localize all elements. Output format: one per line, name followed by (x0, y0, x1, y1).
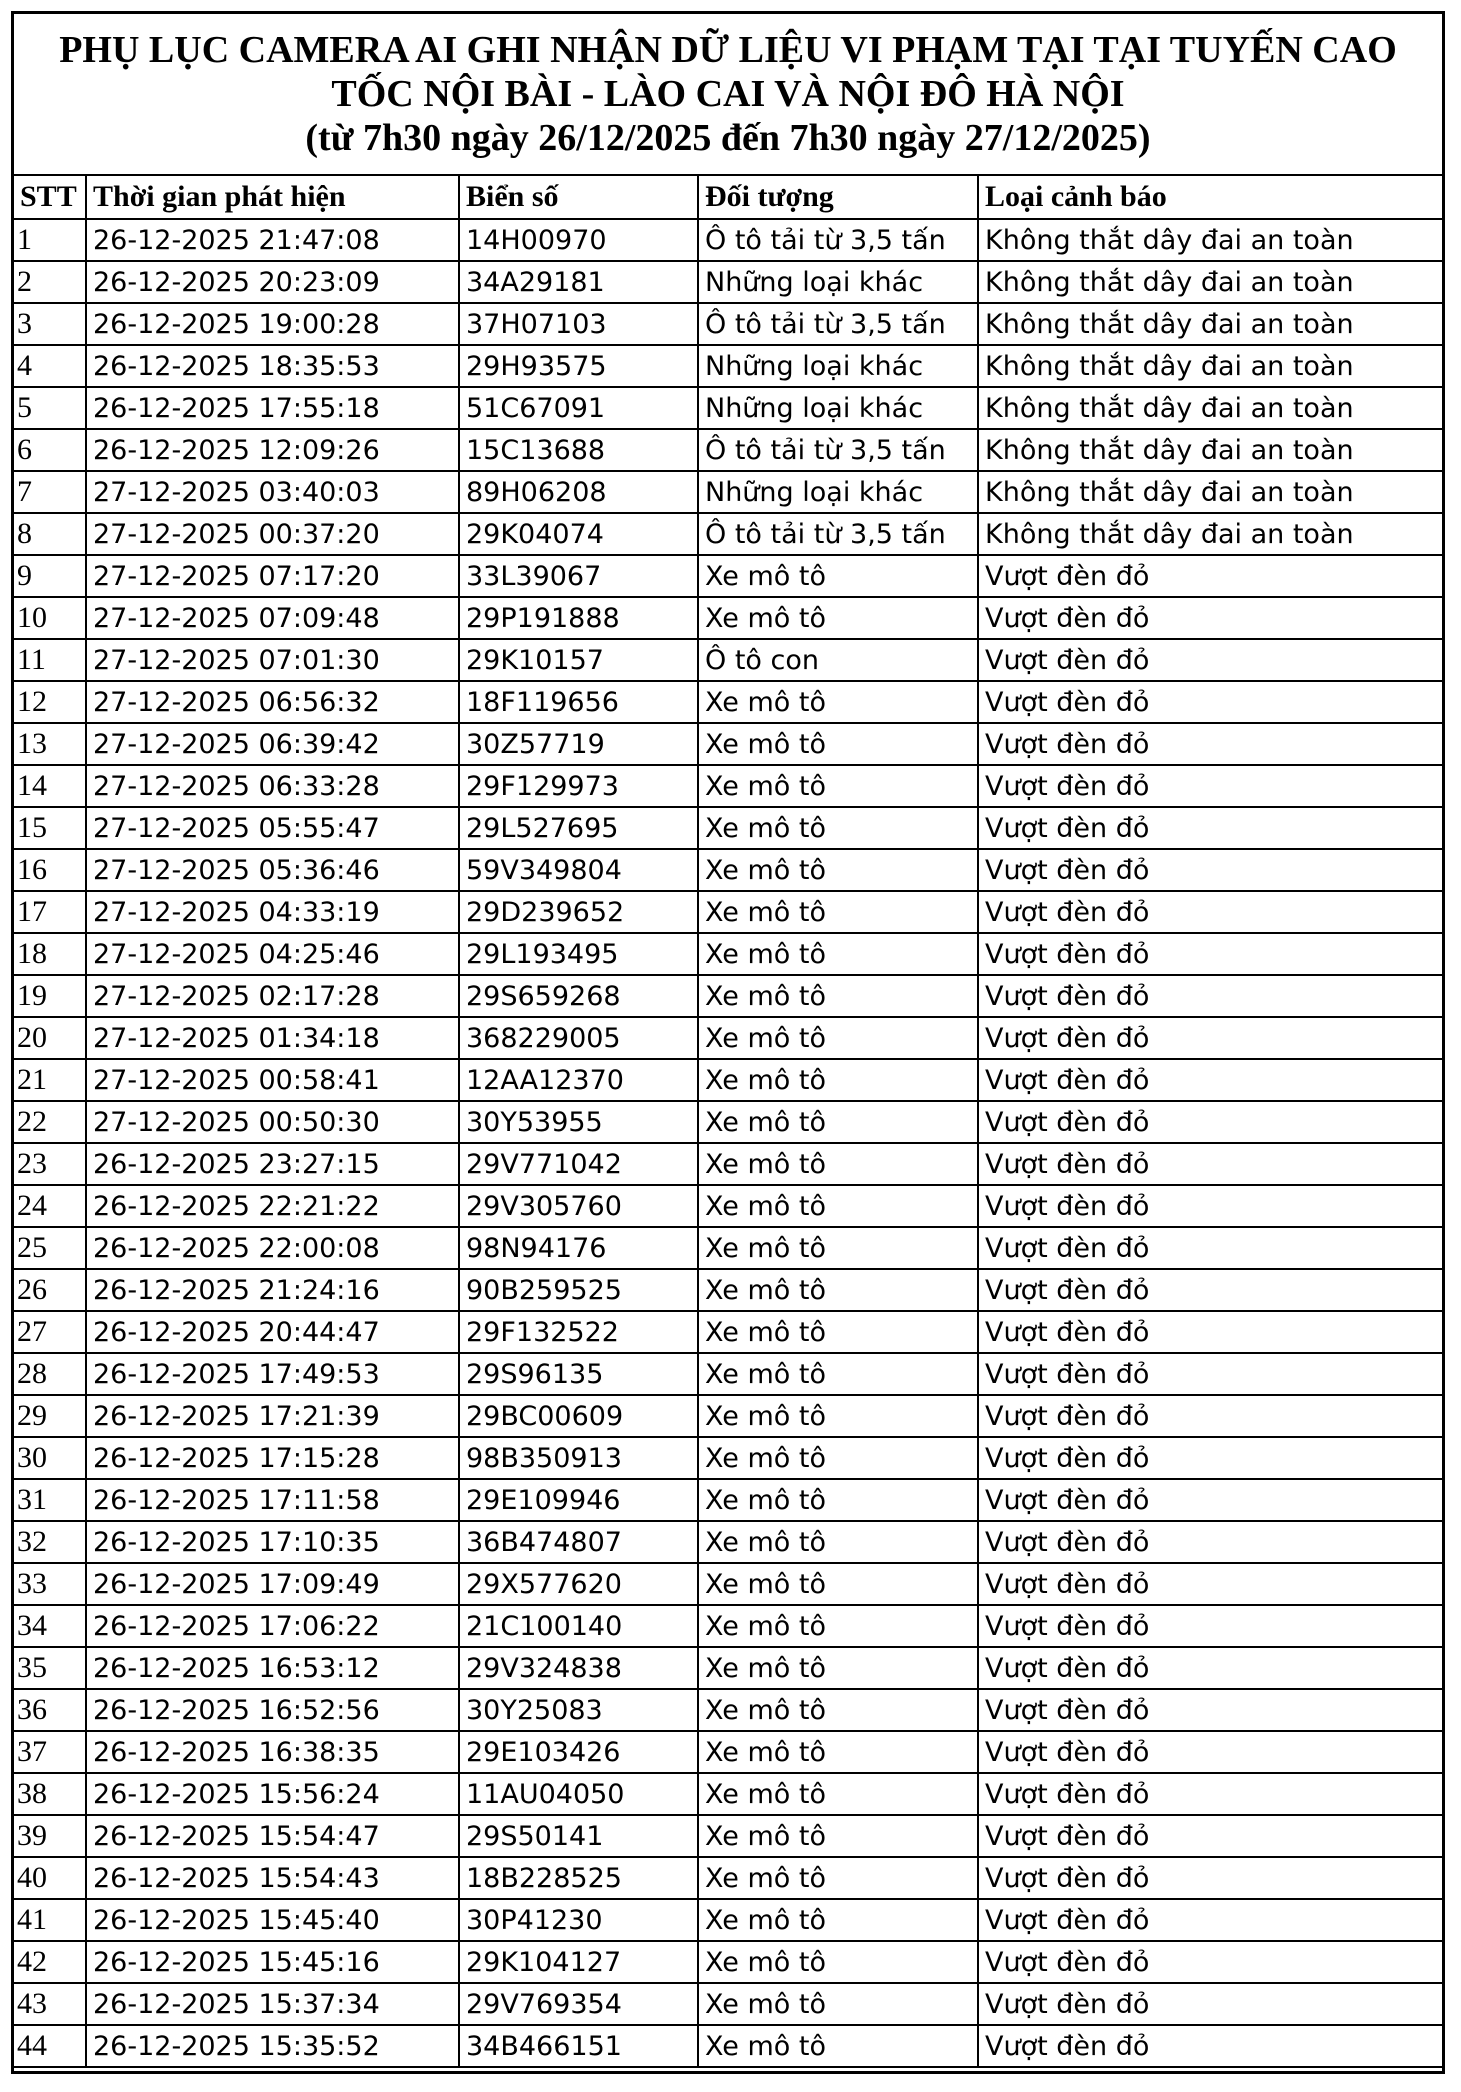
table-row (14, 345, 1442, 387)
cell-plate: 29BC00609 (459, 1395, 698, 1437)
cell-plate: 29F132522 (459, 1311, 698, 1353)
cell-object: Xe mô tô (698, 681, 978, 723)
cell-object: Những loại khác (698, 387, 978, 429)
cell-stt: 33 (14, 1563, 86, 1605)
cell-stt: 1 (14, 219, 86, 261)
cell-plate: 18B228525 (459, 1857, 698, 1899)
cell-time: 27-12-2025 00:37:20 (86, 513, 459, 555)
cell-object: Xe mô tô (698, 1353, 978, 1395)
cell-object: Xe mô tô (698, 1017, 978, 1059)
cell-object: Xe mô tô (698, 555, 978, 597)
cell-stt: 34 (14, 1605, 86, 1647)
cell-stt: 36 (14, 1689, 86, 1731)
cell-stt: 18 (14, 933, 86, 975)
cell-stt: 6 (14, 429, 86, 471)
cell-object: Xe mô tô (698, 1437, 978, 1479)
table-row (14, 891, 1442, 933)
cell-plate: 29L193495 (459, 933, 698, 975)
cell-warning: Vượt đèn đỏ (978, 1899, 1442, 1941)
cell-object: Ô tô tải từ 3,5 tấn (698, 429, 978, 471)
cell-time: 26-12-2025 23:27:15 (86, 1143, 459, 1185)
cell-object: Xe mô tô (698, 933, 978, 975)
table-row (14, 1353, 1442, 1395)
cell-object: Những loại khác (698, 471, 978, 513)
cell-time: 27-12-2025 04:25:46 (86, 933, 459, 975)
cell-plate: 37H07103 (459, 303, 698, 345)
cell-object: Ô tô tải từ 3,5 tấn (698, 303, 978, 345)
table-row (14, 1059, 1442, 1101)
cell-object: Xe mô tô (698, 1479, 978, 1521)
cell-stt: 38 (14, 1773, 86, 1815)
header-object: Đối tượng (698, 176, 978, 219)
cell-time: 26-12-2025 15:54:43 (86, 1857, 459, 1899)
cell-time: 26-12-2025 15:35:52 (86, 2025, 459, 2067)
cell-time: 27-12-2025 05:36:46 (86, 849, 459, 891)
cell-time: 26-12-2025 17:11:58 (86, 1479, 459, 1521)
cell-warning: Vượt đèn đỏ (978, 1815, 1442, 1857)
cell-warning: Không thắt dây đai an toàn (978, 471, 1442, 513)
table-row (14, 807, 1442, 849)
cell-time: 26-12-2025 16:52:56 (86, 1689, 459, 1731)
cell-plate: 29X577620 (459, 1563, 698, 1605)
cell-plate: 29D239652 (459, 891, 698, 933)
cell-stt: 30 (14, 1437, 86, 1479)
cell-warning: Vượt đèn đỏ (978, 681, 1442, 723)
cell-warning: Vượt đèn đỏ (978, 1101, 1442, 1143)
cell-object: Xe mô tô (698, 1269, 978, 1311)
cell-plate: 12AA12370 (459, 1059, 698, 1101)
cell-warning: Không thắt dây đai an toàn (978, 303, 1442, 345)
cell-warning: Vượt đèn đỏ (978, 1605, 1442, 1647)
cell-stt: 42 (14, 1941, 86, 1983)
cell-plate: 33L39067 (459, 555, 698, 597)
cell-time: 27-12-2025 01:34:18 (86, 1017, 459, 1059)
cell-stt: 27 (14, 1311, 86, 1353)
cell-warning: Không thắt dây đai an toàn (978, 513, 1442, 555)
cell-object: Xe mô tô (698, 849, 978, 891)
cell-object: Xe mô tô (698, 1395, 978, 1437)
cell-time: 27-12-2025 07:01:30 (86, 639, 459, 681)
cell-stt: 8 (14, 513, 86, 555)
table-row (14, 597, 1442, 639)
cell-stt: 19 (14, 975, 86, 1017)
cell-stt: 13 (14, 723, 86, 765)
cell-time: 26-12-2025 18:35:53 (86, 345, 459, 387)
table-row (14, 1941, 1442, 1983)
table-row (14, 555, 1442, 597)
cell-object: Xe mô tô (698, 723, 978, 765)
cell-warning: Vượt đèn đỏ (978, 1059, 1442, 1101)
cell-time: 26-12-2025 21:24:16 (86, 1269, 459, 1311)
cell-time: 26-12-2025 19:00:28 (86, 303, 459, 345)
cell-time: 26-12-2025 17:06:22 (86, 1605, 459, 1647)
cell-stt: 41 (14, 1899, 86, 1941)
cell-warning: Vượt đèn đỏ (978, 1857, 1442, 1899)
header-warning: Loại cảnh báo (978, 176, 1442, 219)
cell-stt: 32 (14, 1521, 86, 1563)
table-row (14, 1689, 1442, 1731)
cell-warning: Vượt đèn đỏ (978, 1185, 1442, 1227)
cell-time: 26-12-2025 16:53:12 (86, 1647, 459, 1689)
table-row (14, 1773, 1442, 1815)
table-row (14, 1479, 1442, 1521)
cell-warning: Vượt đèn đỏ (978, 849, 1442, 891)
table-row (14, 1857, 1442, 1899)
cell-object: Những loại khác (698, 261, 978, 303)
cell-warning: Vượt đèn đỏ (978, 2025, 1442, 2067)
cell-time: 26-12-2025 22:00:08 (86, 1227, 459, 1269)
cell-warning: Vượt đèn đỏ (978, 555, 1442, 597)
cell-plate: 90B259525 (459, 1269, 698, 1311)
title-block (14, 14, 1442, 176)
table-row (14, 723, 1442, 765)
cell-warning: Vượt đèn đỏ (978, 1689, 1442, 1731)
table-row (14, 387, 1442, 429)
cell-warning: Vượt đèn đỏ (978, 1983, 1442, 2025)
table-row (14, 1437, 1442, 1479)
cell-plate: 29S96135 (459, 1353, 698, 1395)
cell-plate: 29S659268 (459, 975, 698, 1017)
cell-plate: 34A29181 (459, 261, 698, 303)
cell-stt: 24 (14, 1185, 86, 1227)
cell-object: Xe mô tô (698, 1857, 978, 1899)
cell-warning: Không thắt dây đai an toàn (978, 387, 1442, 429)
cell-plate: 29L527695 (459, 807, 698, 849)
cell-time: 26-12-2025 17:55:18 (86, 387, 459, 429)
cell-warning: Không thắt dây đai an toàn (978, 429, 1442, 471)
cell-plate: 36B474807 (459, 1521, 698, 1563)
cell-warning: Vượt đèn đỏ (978, 1941, 1442, 1983)
cell-plate: 30Y25083 (459, 1689, 698, 1731)
cell-stt: 10 (14, 597, 86, 639)
cell-stt: 3 (14, 303, 86, 345)
cell-stt: 4 (14, 345, 86, 387)
cell-warning: Vượt đèn đỏ (978, 1353, 1442, 1395)
cell-time: 26-12-2025 17:09:49 (86, 1563, 459, 1605)
cell-time: 26-12-2025 20:44:47 (86, 1311, 459, 1353)
cell-object: Xe mô tô (698, 1731, 978, 1773)
cell-time: 27-12-2025 00:58:41 (86, 1059, 459, 1101)
cell-time: 26-12-2025 12:09:26 (86, 429, 459, 471)
table-row (14, 1899, 1442, 1941)
table-row (14, 219, 1442, 261)
table-row (14, 1983, 1442, 2025)
cell-object: Xe mô tô (698, 1311, 978, 1353)
cell-warning: Vượt đèn đỏ (978, 1437, 1442, 1479)
cell-plate: 21C100140 (459, 1605, 698, 1647)
table-row (14, 975, 1442, 1017)
cell-time: 26-12-2025 17:21:39 (86, 1395, 459, 1437)
cell-plate: 29F129973 (459, 765, 698, 807)
cell-time: 27-12-2025 00:50:30 (86, 1101, 459, 1143)
table-row (14, 765, 1442, 807)
table-row (14, 471, 1442, 513)
cell-warning: Vượt đèn đỏ (978, 933, 1442, 975)
cell-time: 26-12-2025 15:56:24 (86, 1773, 459, 1815)
table-row (14, 1815, 1442, 1857)
cell-warning: Vượt đèn đỏ (978, 597, 1442, 639)
cell-plate: 34B466151 (459, 2025, 698, 2067)
cell-object: Xe mô tô (698, 1899, 978, 1941)
cell-stt: 26 (14, 1269, 86, 1311)
cell-stt: 9 (14, 555, 86, 597)
cell-warning: Vượt đèn đỏ (978, 1647, 1442, 1689)
title-line-2: TỐC NỘI BÀI - LÀO CAI VÀ NỘI ĐÔ HÀ NỘI (331, 73, 1125, 115)
cell-object: Xe mô tô (698, 1563, 978, 1605)
cell-object: Xe mô tô (698, 765, 978, 807)
cell-warning: Không thắt dây đai an toàn (978, 345, 1442, 387)
cell-warning: Vượt đèn đỏ (978, 1227, 1442, 1269)
cell-object: Xe mô tô (698, 1647, 978, 1689)
cell-stt: 44 (14, 2025, 86, 2067)
cell-plate: 29K10157 (459, 639, 698, 681)
cell-plate: 29P191888 (459, 597, 698, 639)
table-row (14, 303, 1442, 345)
header-stt: STT (14, 176, 86, 219)
cell-plate: 29H93575 (459, 345, 698, 387)
cell-time: 27-12-2025 04:33:19 (86, 891, 459, 933)
cell-object: Ô tô tải từ 3,5 tấn (698, 219, 978, 261)
cell-object: Xe mô tô (698, 2025, 978, 2067)
cell-time: 27-12-2025 07:17:20 (86, 555, 459, 597)
cell-time: 26-12-2025 22:21:22 (86, 1185, 459, 1227)
cell-plate: 29V769354 (459, 1983, 698, 2025)
cell-time: 26-12-2025 17:49:53 (86, 1353, 459, 1395)
cell-stt: 11 (14, 639, 86, 681)
cell-time: 26-12-2025 15:45:16 (86, 1941, 459, 1983)
cell-plate: 18F119656 (459, 681, 698, 723)
cell-warning: Vượt đèn đỏ (978, 1269, 1442, 1311)
document-sheet (11, 11, 1445, 2074)
cell-plate: 29E109946 (459, 1479, 698, 1521)
cell-warning: Vượt đèn đỏ (978, 1311, 1442, 1353)
cell-stt: 22 (14, 1101, 86, 1143)
table-row (14, 1185, 1442, 1227)
cell-plate: 15C13688 (459, 429, 698, 471)
cell-time: 27-12-2025 02:17:28 (86, 975, 459, 1017)
cell-warning: Vượt đèn đỏ (978, 723, 1442, 765)
header-time: Thời gian phát hiện (86, 176, 459, 219)
cell-plate: 98N94176 (459, 1227, 698, 1269)
table-row (14, 2025, 1442, 2067)
cell-stt: 39 (14, 1815, 86, 1857)
cell-plate: 89H06208 (459, 471, 698, 513)
cell-object: Xe mô tô (698, 1941, 978, 1983)
cell-time: 26-12-2025 17:15:28 (86, 1437, 459, 1479)
cell-object: Xe mô tô (698, 1059, 978, 1101)
cell-warning: Vượt đèn đỏ (978, 807, 1442, 849)
cell-plate: 29S50141 (459, 1815, 698, 1857)
cell-object: Xe mô tô (698, 1773, 978, 1815)
cell-object: Xe mô tô (698, 807, 978, 849)
cell-plate: 14H00970 (459, 219, 698, 261)
cell-object: Xe mô tô (698, 597, 978, 639)
cell-object: Xe mô tô (698, 1185, 978, 1227)
cell-warning: Không thắt dây đai an toàn (978, 261, 1442, 303)
cell-object: Xe mô tô (698, 1101, 978, 1143)
cell-object: Xe mô tô (698, 1143, 978, 1185)
cell-object: Ô tô con (698, 639, 978, 681)
table-row (14, 429, 1442, 471)
cell-warning: Vượt đèn đỏ (978, 1395, 1442, 1437)
cell-time: 26-12-2025 15:45:40 (86, 1899, 459, 1941)
violations-table (14, 176, 1442, 2068)
cell-warning: Vượt đèn đỏ (978, 891, 1442, 933)
cell-object: Xe mô tô (698, 1815, 978, 1857)
table-row (14, 1605, 1442, 1647)
cell-time: 27-12-2025 07:09:48 (86, 597, 459, 639)
cell-object: Xe mô tô (698, 891, 978, 933)
cell-time: 27-12-2025 03:40:03 (86, 471, 459, 513)
table-body (14, 219, 1442, 2067)
cell-stt: 35 (14, 1647, 86, 1689)
cell-object: Ô tô tải từ 3,5 tấn (698, 513, 978, 555)
cell-stt: 14 (14, 765, 86, 807)
cell-warning: Vượt đèn đỏ (978, 1731, 1442, 1773)
cell-warning: Không thắt dây đai an toàn (978, 219, 1442, 261)
table-row (14, 1731, 1442, 1773)
cell-time: 26-12-2025 20:23:09 (86, 261, 459, 303)
cell-plate: 29E103426 (459, 1731, 698, 1773)
table-row (14, 261, 1442, 303)
cell-stt: 16 (14, 849, 86, 891)
cell-warning: Vượt đèn đỏ (978, 765, 1442, 807)
cell-plate: 29V305760 (459, 1185, 698, 1227)
cell-stt: 12 (14, 681, 86, 723)
cell-warning: Vượt đèn đỏ (978, 1017, 1442, 1059)
title-line-1: PHỤ LỤC CAMERA AI GHI NHẬN DỮ LIỆU VI PHẠM TẠI TẠI TUYẾN CAO (59, 29, 1397, 71)
cell-plate: 368229005 (459, 1017, 698, 1059)
table-row (14, 513, 1442, 555)
cell-warning: Vượt đèn đỏ (978, 1479, 1442, 1521)
cell-plate: 11AU04050 (459, 1773, 698, 1815)
cell-plate: 29V324838 (459, 1647, 698, 1689)
cell-time: 26-12-2025 21:47:08 (86, 219, 459, 261)
cell-warning: Vượt đèn đỏ (978, 1521, 1442, 1563)
table-row (14, 1017, 1442, 1059)
table-row (14, 933, 1442, 975)
cell-time: 26-12-2025 15:54:47 (86, 1815, 459, 1857)
cell-stt: 17 (14, 891, 86, 933)
cell-object: Xe mô tô (698, 1983, 978, 2025)
cell-stt: 31 (14, 1479, 86, 1521)
cell-warning: Vượt đèn đỏ (978, 1563, 1442, 1605)
cell-time: 26-12-2025 15:37:34 (86, 1983, 459, 2025)
table-row (14, 639, 1442, 681)
table-row (14, 1563, 1442, 1605)
table-row (14, 1395, 1442, 1437)
cell-time: 26-12-2025 16:38:35 (86, 1731, 459, 1773)
table-row (14, 1269, 1442, 1311)
cell-object: Những loại khác (698, 345, 978, 387)
cell-time: 27-12-2025 06:56:32 (86, 681, 459, 723)
cell-warning: Vượt đèn đỏ (978, 639, 1442, 681)
title-line-3: (từ 7h30 ngày 26/12/2025 đến 7h30 ngày 27/12/2025) (305, 117, 1151, 159)
cell-object: Xe mô tô (698, 1605, 978, 1647)
table-row (14, 1311, 1442, 1353)
cell-stt: 15 (14, 807, 86, 849)
header-plate: Biển số (459, 176, 698, 219)
cell-object: Xe mô tô (698, 1227, 978, 1269)
cell-plate: 30Y53955 (459, 1101, 698, 1143)
cell-plate: 59V349804 (459, 849, 698, 891)
cell-plate: 30Z57719 (459, 723, 698, 765)
cell-stt: 21 (14, 1059, 86, 1101)
cell-plate: 51C67091 (459, 387, 698, 429)
cell-stt: 37 (14, 1731, 86, 1773)
cell-stt: 28 (14, 1353, 86, 1395)
cell-stt: 2 (14, 261, 86, 303)
cell-object: Xe mô tô (698, 975, 978, 1017)
cell-plate: 98B350913 (459, 1437, 698, 1479)
cell-plate: 29K104127 (459, 1941, 698, 1983)
cell-warning: Vượt đèn đỏ (978, 975, 1442, 1017)
cell-plate: 30P41230 (459, 1899, 698, 1941)
cell-stt: 43 (14, 1983, 86, 2025)
table-row (14, 1143, 1442, 1185)
cell-time: 27-12-2025 05:55:47 (86, 807, 459, 849)
table-row (14, 849, 1442, 891)
cell-stt: 20 (14, 1017, 86, 1059)
table-row (14, 1101, 1442, 1143)
table-row (14, 1647, 1442, 1689)
table-row (14, 681, 1442, 723)
cell-stt: 29 (14, 1395, 86, 1437)
cell-object: Xe mô tô (698, 1521, 978, 1563)
cell-stt: 23 (14, 1143, 86, 1185)
cell-stt: 5 (14, 387, 86, 429)
table-row (14, 1227, 1442, 1269)
cell-plate: 29V771042 (459, 1143, 698, 1185)
cell-warning: Vượt đèn đỏ (978, 1773, 1442, 1815)
cell-time: 27-12-2025 06:33:28 (86, 765, 459, 807)
cell-plate: 29K04074 (459, 513, 698, 555)
cell-time: 27-12-2025 06:39:42 (86, 723, 459, 765)
cell-stt: 40 (14, 1857, 86, 1899)
table-row (14, 1521, 1442, 1563)
cell-stt: 25 (14, 1227, 86, 1269)
cell-object: Xe mô tô (698, 1689, 978, 1731)
cell-warning: Vượt đèn đỏ (978, 1143, 1442, 1185)
table-header-row (14, 176, 1442, 219)
cell-stt: 7 (14, 471, 86, 513)
cell-time: 26-12-2025 17:10:35 (86, 1521, 459, 1563)
